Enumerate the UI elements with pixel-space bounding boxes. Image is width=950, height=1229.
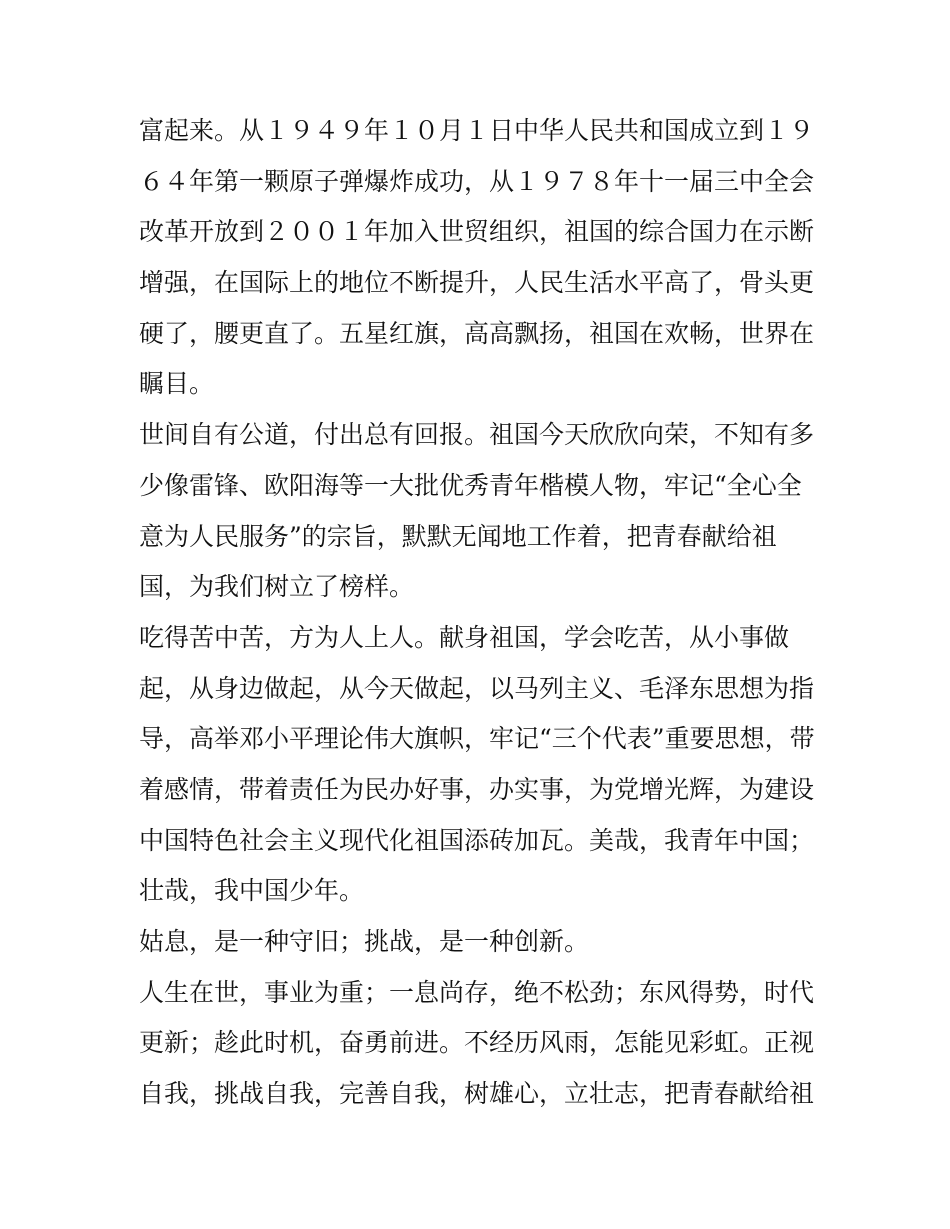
text-line: 富起来。从１９４９年１０月１日中华人民共和国成立到１９: [139, 116, 815, 145]
text-line: 导，高举邓小平理论伟大旗帜，牢记“三个代表”重要思想，带: [139, 724, 815, 754]
text-line: 自我，挑战自我，完善自我，树雄心，立壮志，把青春献给祖: [139, 1079, 815, 1109]
text-line: 意为人民服务”的宗旨，默默无闻地工作着，把青春献给祖: [139, 521, 777, 551]
text-line: 改革开放到２００１年加入世贸组织，祖国的综合国力在示断: [139, 217, 815, 247]
text-line: 壮哉，我中国少年。: [139, 876, 365, 906]
text-line: 人生在世，事业为重；一息尚存，绝不松劲；东风得势，时代: [139, 977, 815, 1007]
text-line: 世间自有公道，付出总有回报。祖国今天欣欣向荣，不知有多: [139, 420, 815, 450]
text-line: 吃得苦中苦，方为人上人。献身祖国，学会吃苦，从小事做: [139, 622, 790, 652]
text-line: ６４年第一颗原子弹爆炸成功，从１９７８年十一届三中全会: [139, 166, 815, 196]
text-line: 姑息，是一种守旧；挑战，是一种创新。: [139, 927, 590, 956]
text-line: 更新；趁此时机，奋勇前进。不经历风雨，怎能见彩虹。正视: [139, 1028, 815, 1058]
text-line: 硬了，腰更直了。五星红旗，高高飘扬，祖国在欢畅，世界在: [139, 318, 815, 348]
text-line: 国，为我们树立了榜样。: [139, 572, 415, 602]
text-line: 增强，在国际上的地位不断提升，人民生活水平高了，骨头更: [139, 268, 815, 298]
text-line: 起，从身边做起，从今天做起，以马列主义、毛泽东思想为指: [139, 673, 815, 703]
text-line: 少像雷锋、欧阳海等一大批优秀青年楷模人物，牢记“全心全: [139, 470, 802, 500]
document-body: [139, 106, 819, 1120]
text-line: 中国特色社会主义现代化祖国添砖加瓦。美哉，我青年中国；: [139, 825, 815, 855]
text-line: 瞩目。: [139, 369, 215, 399]
text-line: 着感情，带着责任为民办好事，办实事，为党增光辉，为建设: [139, 774, 815, 804]
